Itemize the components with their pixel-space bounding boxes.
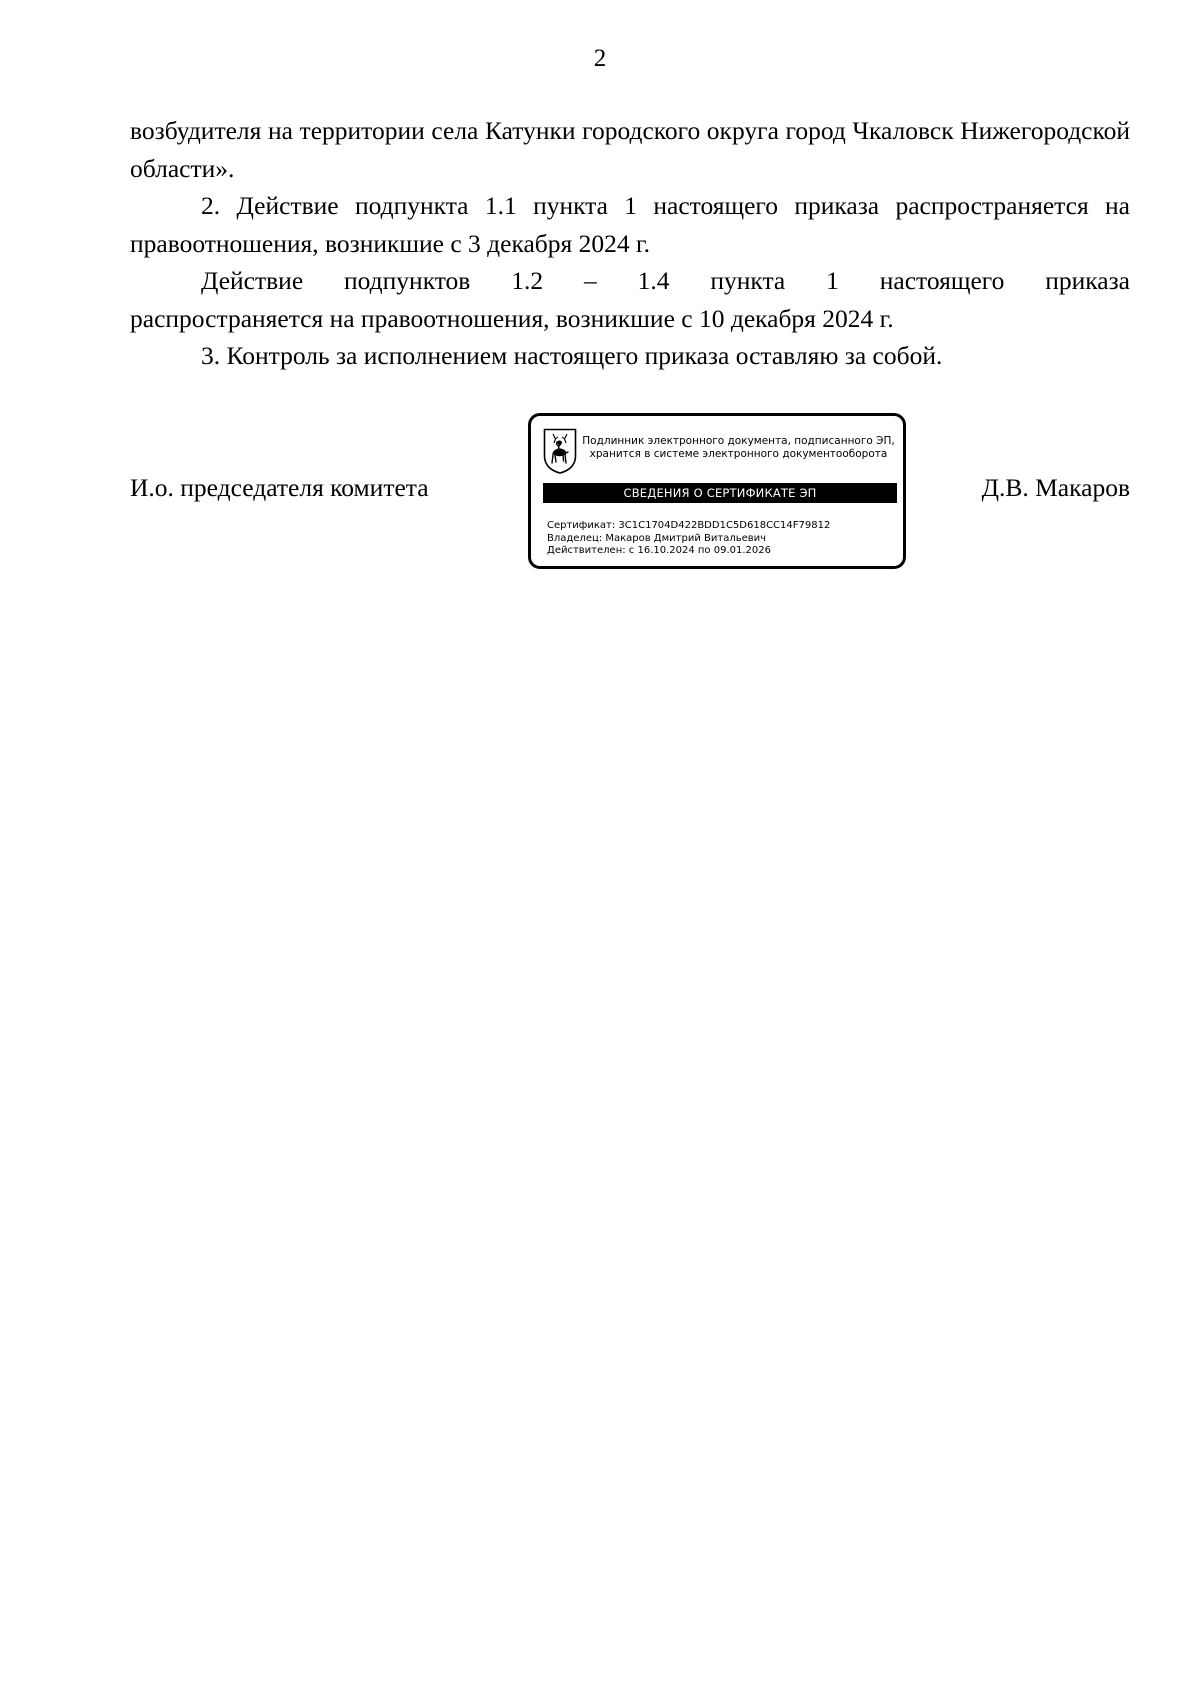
stamp-certificate-details [547,520,897,558]
stamp-certificate-band: СВЕДЕНИЯ О СЕРТИФИКАТЕ ЭП [543,483,897,503]
signatory-name: Д.В. Макаров [981,473,1130,502]
paragraph-item-2-addendum-line1: Действие подпунктов 1.2 – 1.4 пункта 1 настоящего приказа [201,266,1130,295]
paragraph-continuation: возбудителя на территории села Катунки городского округа город Чкаловск Нижегородской области». [130,116,1130,183]
certificate-validity: Действителен: с 16.10.2024 по 09.01.2026 [547,545,771,556]
stamp-header [581,435,896,461]
paragraph-item-2-addendum-line2: распространяется на правоотношения, возникшие с 10 декабря 2024 г. [130,303,894,333]
nizhny-novgorod-deer-emblem-icon [543,428,577,474]
certificate-owner: Владелец: Макаров Дмитрий Витальевич [547,532,767,544]
signatory-position: И.о. председателя комитета [130,473,429,502]
electronic-signature-stamp [528,413,906,569]
paragraph-item-2: 2. Действие подпункта 1.1 пункта 1 настоящего приказа распространяется на правоотношения, возникшие с 3 декабря 2024 г. [130,191,1130,258]
certificate-serial: Сертификат: 3C1C1704D422BDD1C5D618CC14F79812 [547,520,831,531]
stamp-header-line-1: Подлинник электронного документа, подписанного ЭП, [582,435,895,447]
document-body [130,112,1130,375]
page-number: 2 [593,45,607,72]
stamp-header-line-2: хранится в системе электронного документооборота [589,448,888,460]
paragraph-item-3: 3. Контроль за исполнением настоящего приказа оставляю за собой. [201,341,943,370]
